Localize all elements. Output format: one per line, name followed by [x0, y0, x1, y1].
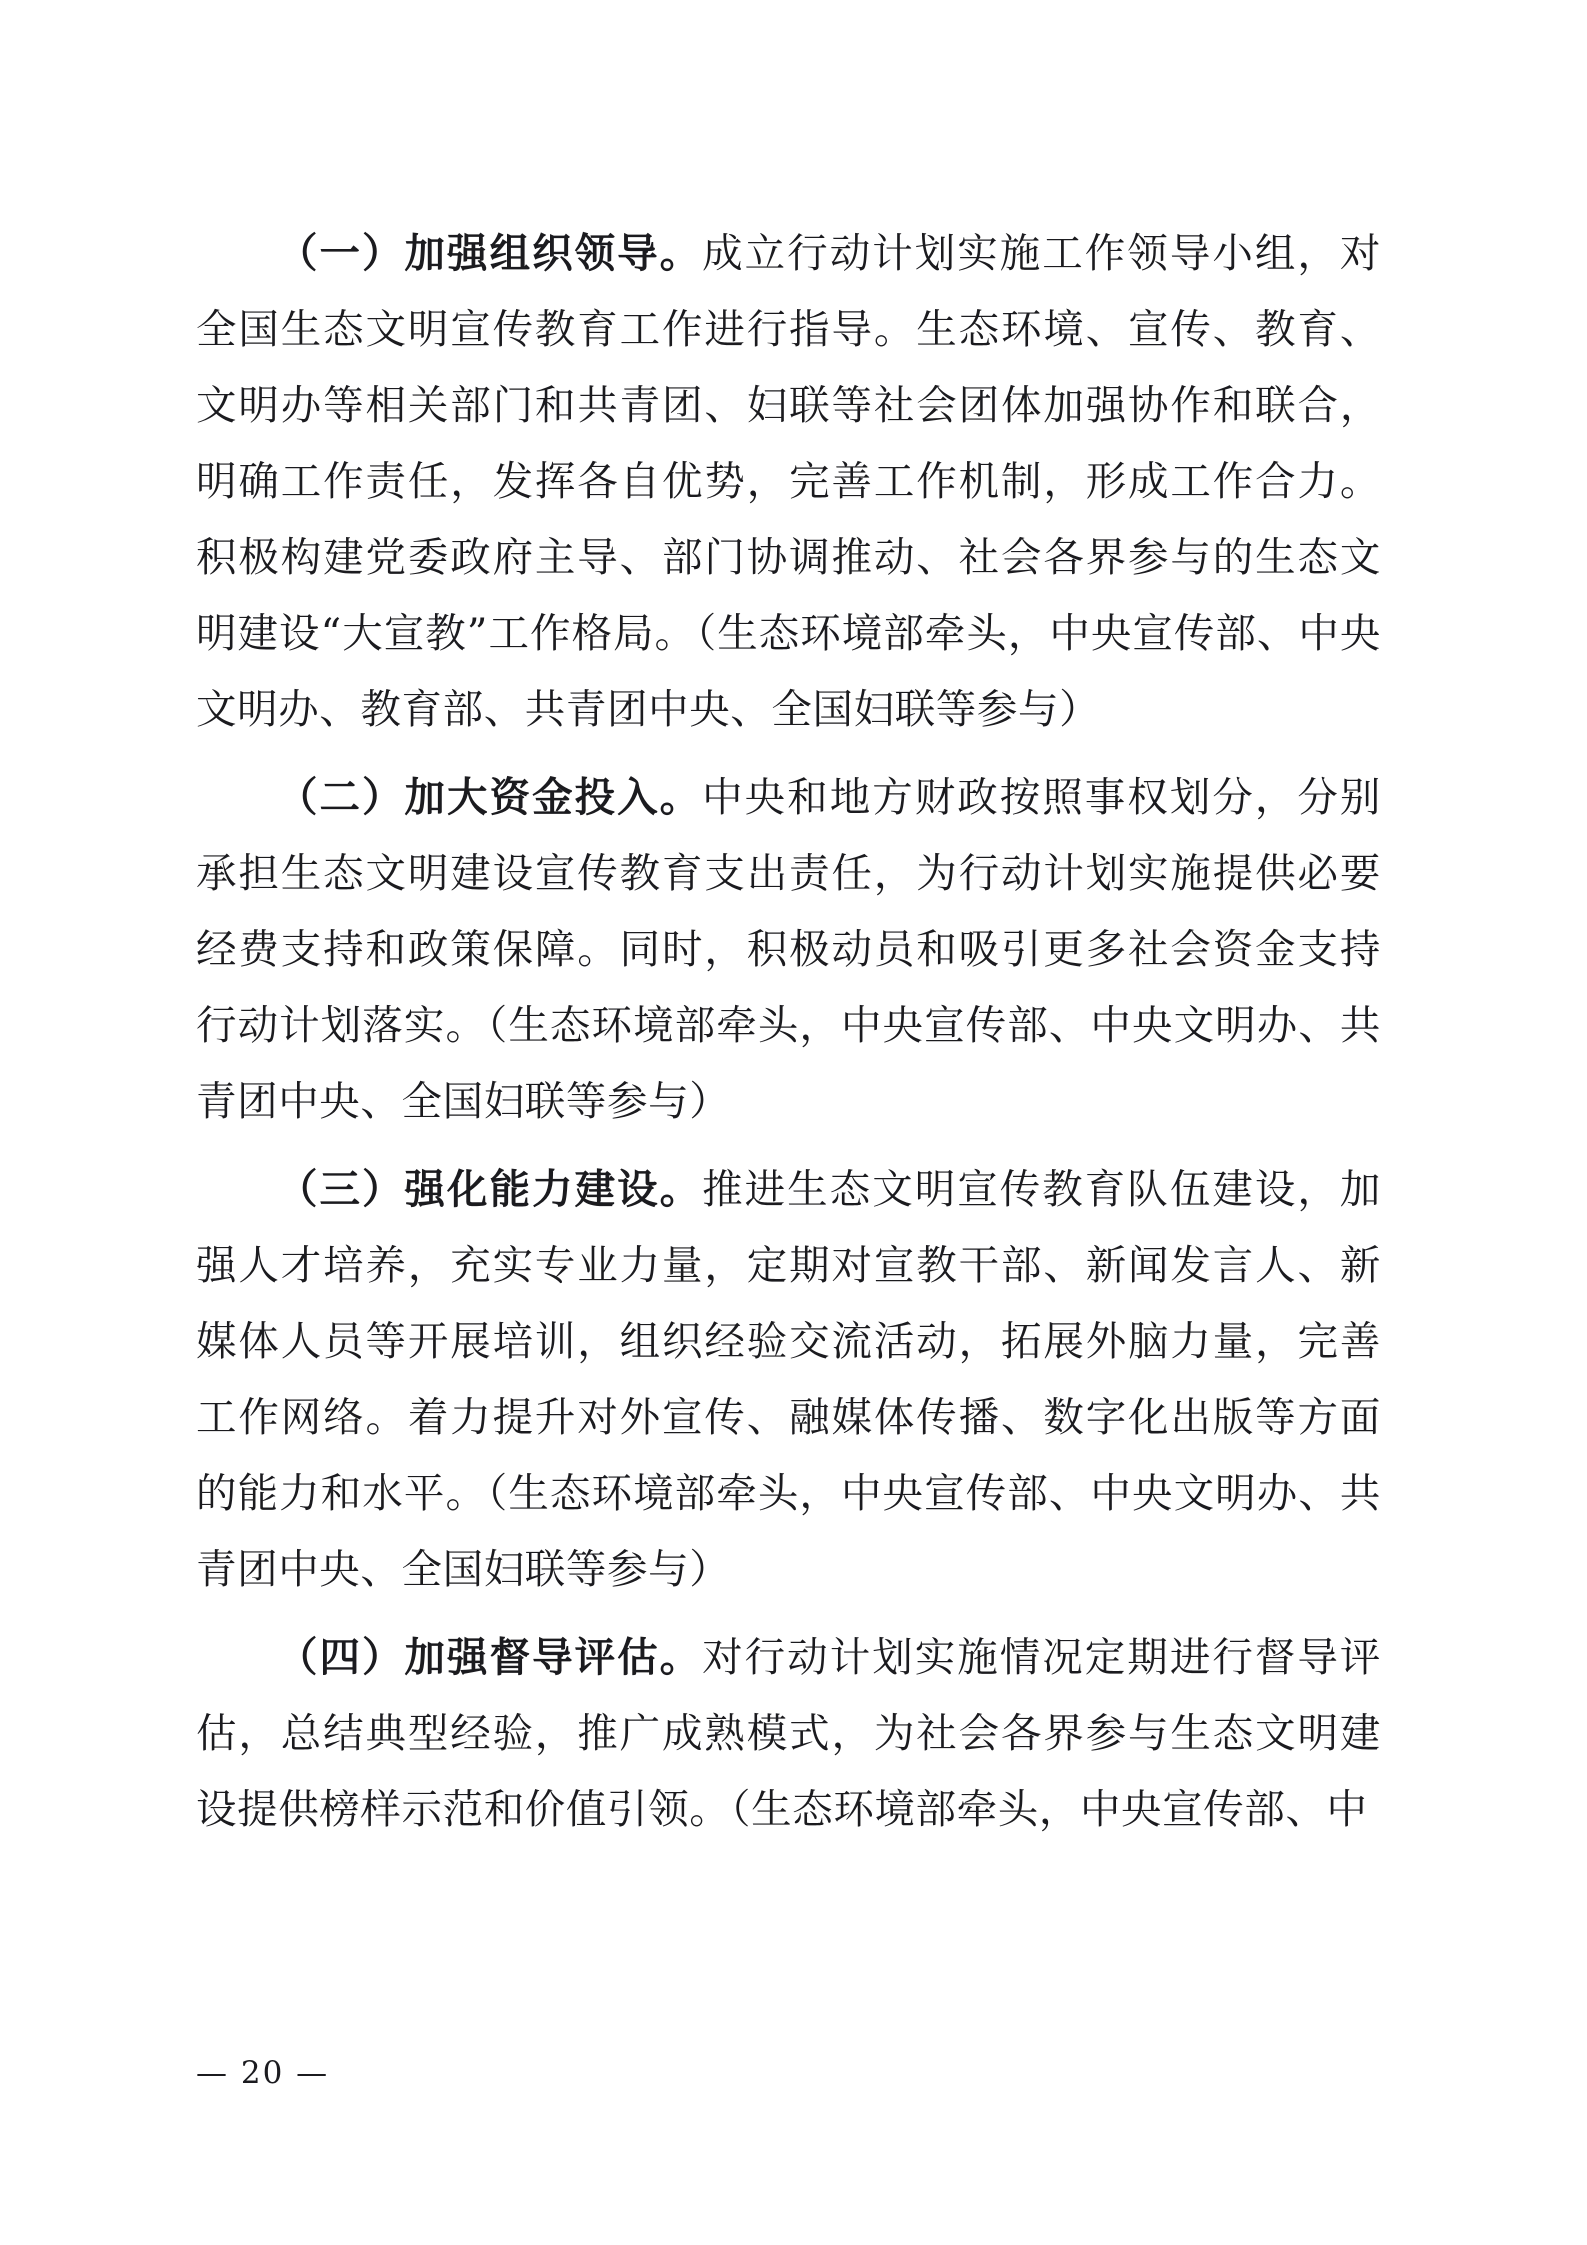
- paragraph-3-lead: （三）强化能力建设。: [277, 1165, 703, 1213]
- paragraph-1: [196, 215, 1381, 747]
- paragraph-3-text: 推进生态文明宣传教育队伍建设，加强人才培养，充实专业力量，定期对宣教干部、新闻发言人、新媒体人员等开展培训，组织经验交流活动，拓展外脑力量，完善工作网络。着力提升对外宣传、融媒体传播、数字化出版等方面的能力和水平。（生态环境部牵头，中央宣传部、中央文明办、共青团中央、全国妇联等参与）: [196, 1165, 1381, 1593]
- paragraph-1-text: 成立行动计划实施工作领导小组，对全国生态文明宣传教育工作进行指导。生态环境、宣传、教育、文明办等相关部门和共青团、妇联等社会团体加强协作和联合，明确工作责任，发挥各自优势，完善工作机制，形成工作合力。积极构建党委政府主导、部门协调推动、社会各界参与的生态文明建设“大宣教”工作格局。（生态环境部牵头，中央宣传部、中央文明办、教育部、共青团中央、全国妇联等参与）: [196, 229, 1381, 733]
- paragraph-3: [196, 1151, 1381, 1607]
- document-body: [196, 215, 1381, 1847]
- paragraph-4-text: 对行动计划实施情况定期进行督导评估，总结典型经验，推广成熟模式，为社会各界参与生态文明建设提供榜样示范和价值引领。（生态环境部牵头，中央宣传部、中: [196, 1633, 1381, 1833]
- page-number: — 20 —: [196, 2055, 330, 2091]
- paragraph-2-text: 中央和地方财政按照事权划分，分别承担生态文明建设宣传教育支出责任，为行动计划实施提供必要经费支持和政策保障。同时，积极动员和吸引更多社会资金支持行动计划落实。（生态环境部牵头，中央宣传部、中央文明办、共青团中央、全国妇联等参与）: [196, 773, 1381, 1125]
- paragraph-2: [196, 759, 1381, 1139]
- paragraph-4-lead: （四）加强督导评估。: [277, 1633, 703, 1681]
- paragraph-1-lead: （一）加强组织领导。: [277, 229, 703, 277]
- paragraph-4: [196, 1619, 1381, 1847]
- paragraph-2-lead: （二）加大资金投入。: [277, 773, 703, 821]
